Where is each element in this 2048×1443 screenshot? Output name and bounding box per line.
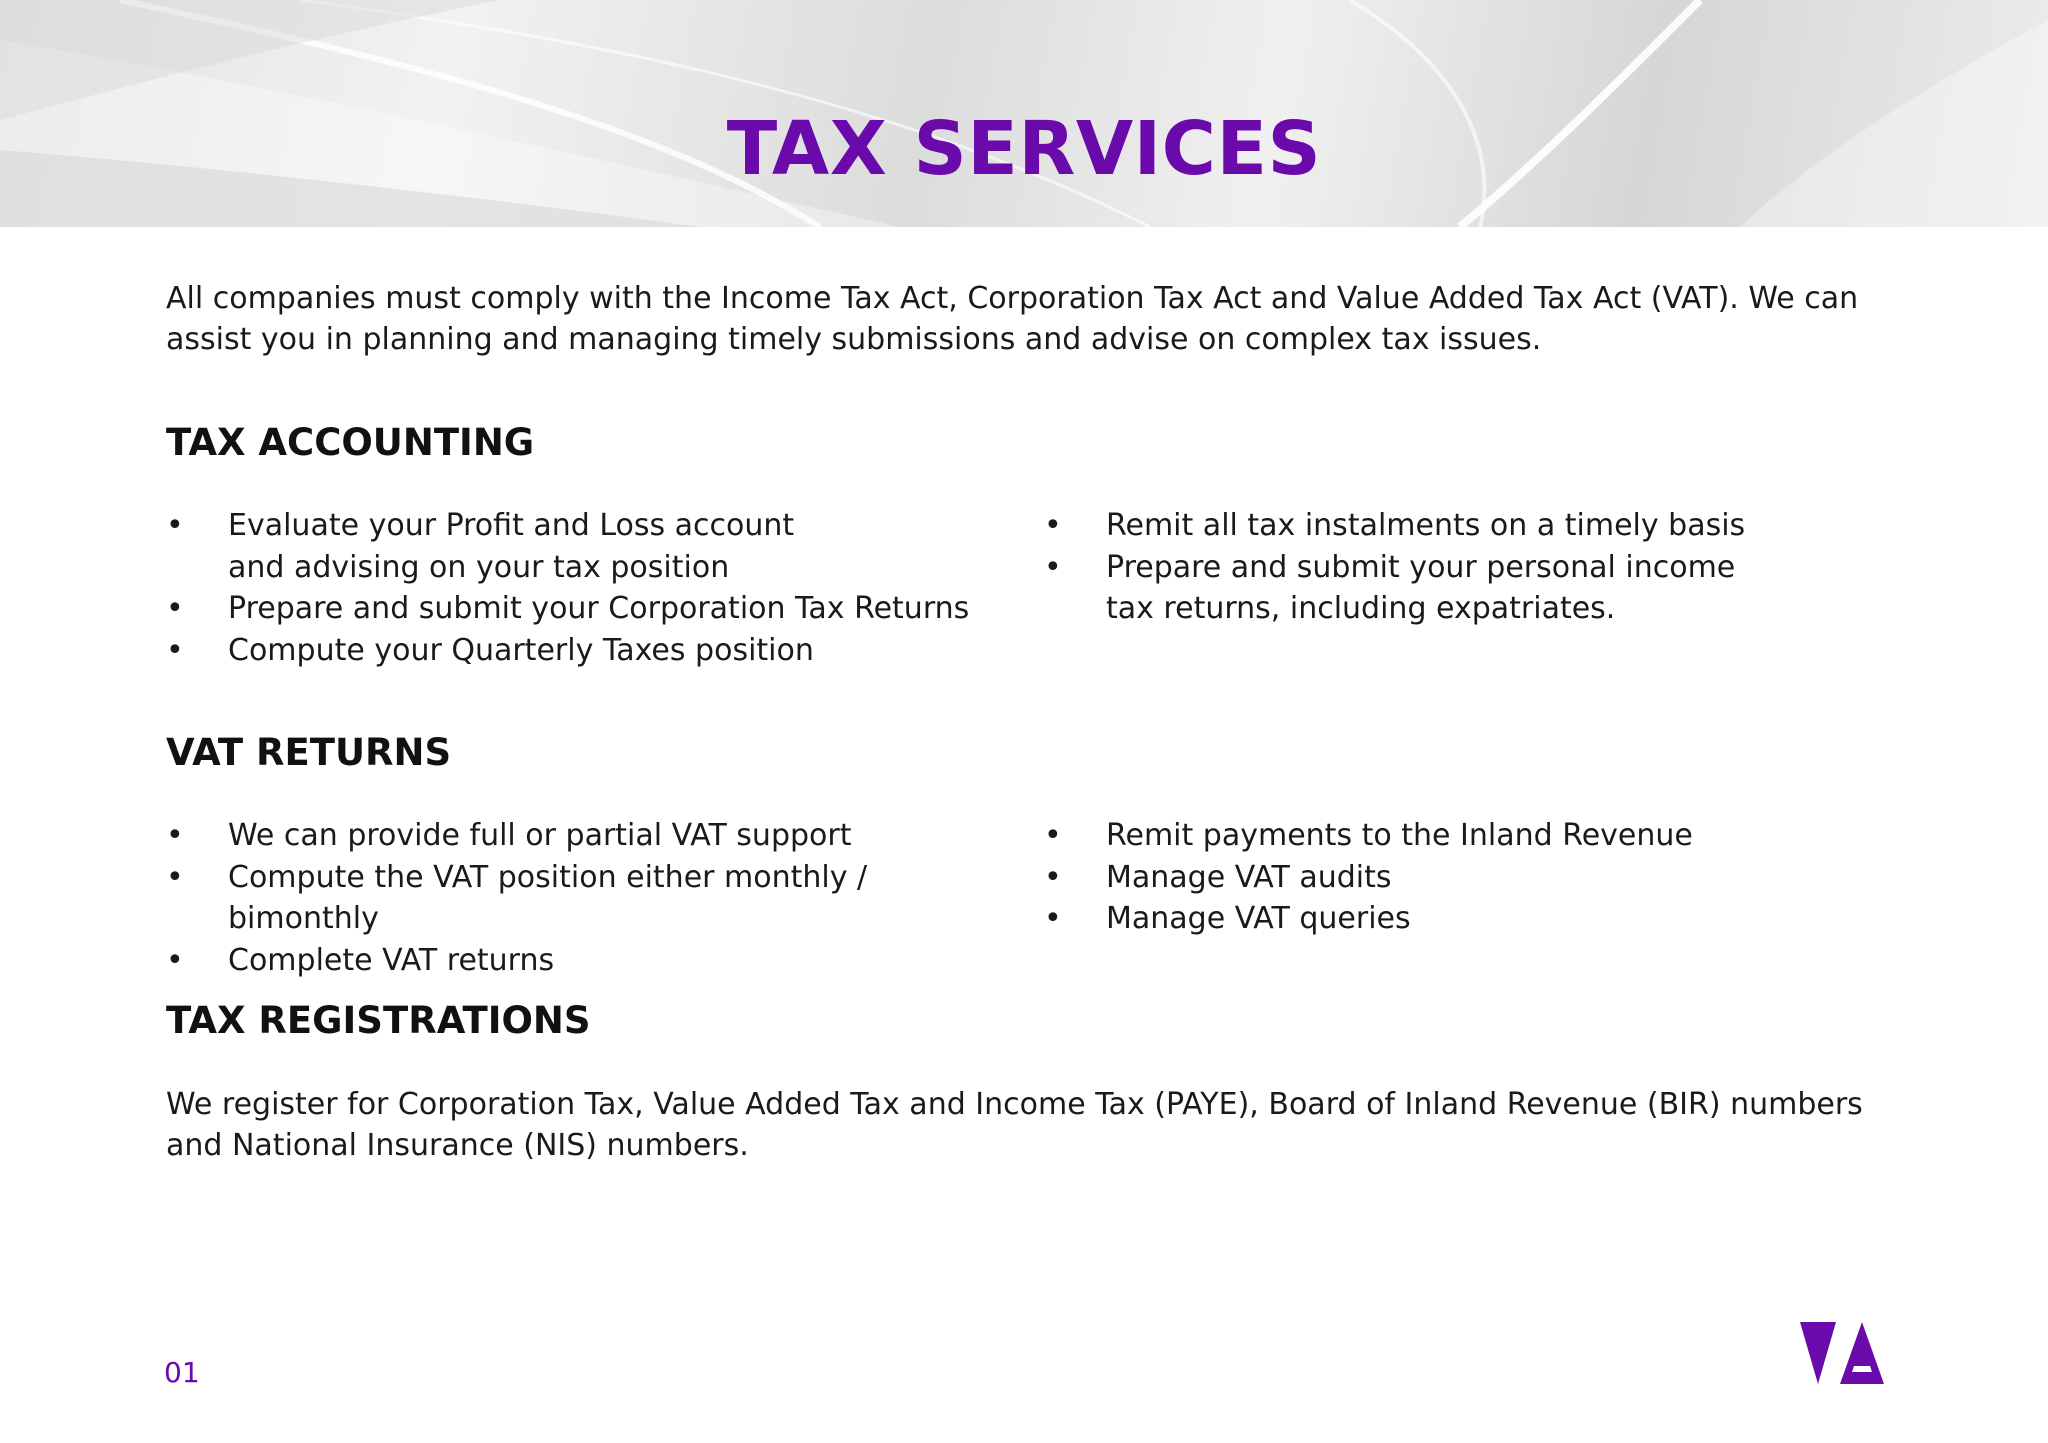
list-item: • Prepare and submit your Corporation Tax Returns [166, 588, 1026, 630]
page-number: 01 [164, 1356, 200, 1389]
list-item: • Remit payments to the Inland Revenue [1044, 815, 1904, 857]
list-item: • Compute the VAT position either monthly / bimonthly [166, 857, 1026, 940]
bullet-icon: • [166, 591, 184, 626]
list-item: • Compute your Quarterly Taxes position [166, 630, 1026, 672]
bullet-icon: • [1044, 549, 1062, 585]
list-item: • Manage VAT queries [1044, 898, 1904, 940]
bullet-icon: • [1044, 901, 1062, 936]
section-heading-tax-registrations: TAX REGISTRATIONS [166, 999, 591, 1042]
page-title: TAX SERVICES [726, 106, 1322, 192]
bullet-icon: • [1044, 508, 1062, 543]
vat-returns-list-right [1044, 815, 1904, 940]
list-item: • Remit all tax instalments on a timely basis [1044, 505, 1904, 547]
va-logo-icon [1800, 1322, 1884, 1388]
tax-registrations-paragraph: We register for Corporation Tax, Value Added Tax and Income Tax (PAYE), Board of Inland Revenue (BIR) numbers and National Insurance (NIS) numbers. [166, 1087, 1863, 1163]
vat-returns-list-left [166, 815, 1026, 981]
bullet-icon: • [166, 859, 184, 895]
list-item: • We can provide full or partial VAT support [166, 815, 1026, 857]
section-heading-tax-accounting: TAX ACCOUNTING [166, 421, 535, 464]
bullet-icon: • [166, 632, 184, 668]
tax-accounting-list-left [166, 505, 1026, 671]
list-item: • Manage VAT audits [1044, 857, 1904, 899]
bullet-icon: • [1044, 859, 1062, 895]
bullet-icon: • [1044, 818, 1062, 853]
list-item: • Prepare and submit your personal income tax returns, including expatriates. [1044, 547, 1904, 630]
bullet-icon: • [166, 818, 184, 853]
list-item: • Evaluate your Profit and Loss account and advising on your tax position [166, 505, 1026, 588]
section-heading-vat-returns: VAT RETURNS [166, 731, 452, 774]
bullet-icon: • [166, 942, 184, 978]
bullet-icon: • [166, 508, 184, 543]
intro-paragraph: All companies must comply with the Income Tax Act, Corporation Tax Act and Value Added Tax Act (VAT). We can assist you in planning and managing timely submissions and advise on complex tax issues. [166, 281, 1859, 357]
list-item: • Complete VAT returns [166, 940, 1026, 982]
tax-accounting-list-right [1044, 505, 1904, 630]
